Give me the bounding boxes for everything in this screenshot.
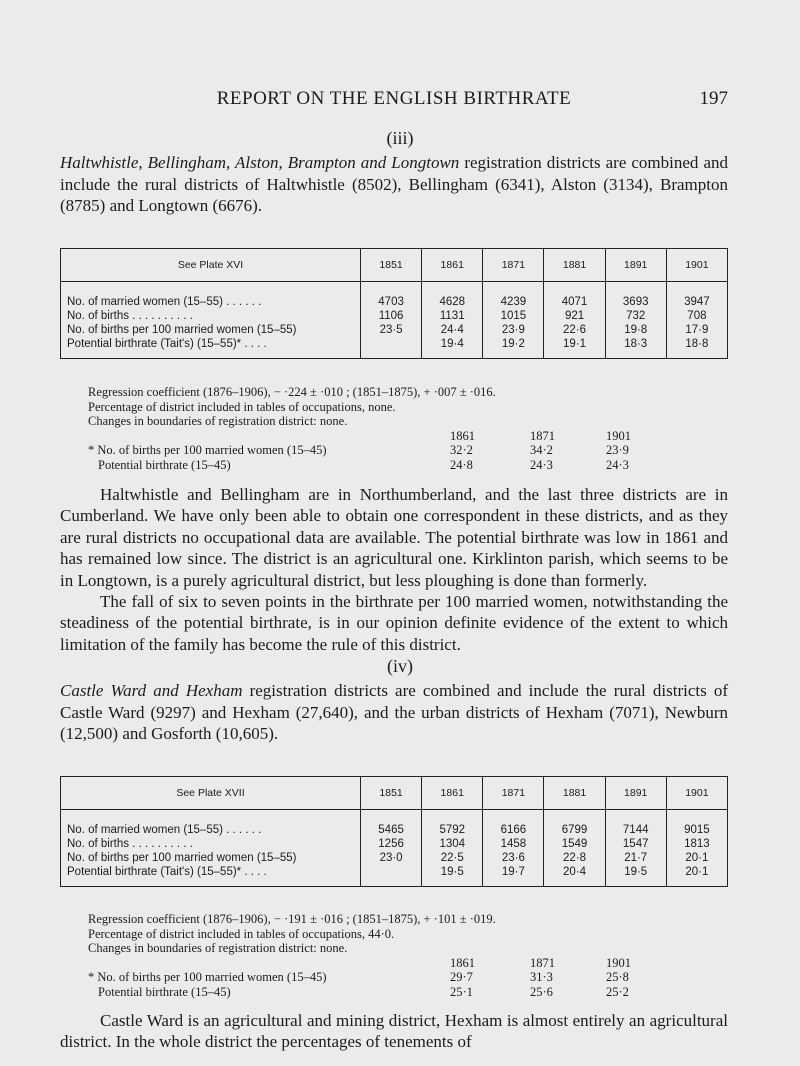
cell-value bbox=[361, 337, 422, 359]
plate-reference: See Plate XVII bbox=[61, 777, 361, 810]
cell-value: 1106 bbox=[361, 309, 422, 323]
cell-value: 5465 bbox=[361, 810, 422, 838]
section-iv-notes bbox=[88, 912, 728, 1000]
cell-value: 20·1 bbox=[666, 851, 727, 865]
cell-value: 1304 bbox=[422, 837, 483, 851]
subtable-value: 31·3 bbox=[530, 970, 553, 985]
regression-note: Regression coefficient (1876–1906), − ·224 ± ·010 ; (1851–1875), + ·007 ± ·016. bbox=[88, 385, 496, 399]
cell-value: 1131 bbox=[422, 309, 483, 323]
cell-value: 9015 bbox=[666, 810, 727, 838]
subtable-value: 25·2 bbox=[606, 984, 629, 999]
subtable-label: * No. of births per 100 married women (15–45) bbox=[88, 970, 327, 985]
subtable-label: Potential birthrate (15–45) bbox=[98, 457, 231, 472]
cell-value: 21·7 bbox=[605, 851, 666, 865]
cell-value: 18·3 bbox=[605, 337, 666, 359]
table-row bbox=[61, 323, 728, 337]
cell-value: 1549 bbox=[544, 837, 605, 851]
cell-value: 22·8 bbox=[544, 851, 605, 865]
table-row bbox=[61, 851, 728, 865]
section-number-iv: (iv) bbox=[387, 656, 413, 676]
subtable-row bbox=[88, 443, 728, 458]
cell-value: 20·4 bbox=[544, 865, 605, 887]
subtable-value: 34·2 bbox=[530, 443, 553, 458]
occupations-note: Percentage of district included in tables of occupations, none. bbox=[88, 399, 396, 414]
cell-value: 4071 bbox=[544, 282, 605, 310]
year-header: 1901 bbox=[666, 249, 727, 282]
table-row bbox=[61, 865, 728, 887]
year-header: 1881 bbox=[544, 249, 605, 282]
cell-value: 1547 bbox=[605, 837, 666, 851]
cell-value: 19·5 bbox=[605, 865, 666, 887]
row-label: No. of births per 100 married women (15–55) bbox=[61, 851, 361, 865]
row-label: Potential birthrate (Tait's) (15–55)* . . . . bbox=[61, 337, 361, 359]
year-header: 1891 bbox=[605, 249, 666, 282]
cell-value bbox=[361, 865, 422, 887]
subtable-value: 24·3 bbox=[606, 457, 629, 472]
cell-value: 19·7 bbox=[483, 865, 544, 887]
paragraph: Haltwhistle and Bellingham are in Northumberland, and the last three districts are in Cumberland. We have only been able to obtain one correspondent in these districts, and as they are rural districts no occupational data are available. The potential birthrate was low in 1861 and has remained low since. The district is an agricultural one. Kirklinton parish, which seems to be in Longtown, is a purely agricultural district, but less ploughing is done than formerly. bbox=[60, 485, 728, 590]
subtable-row bbox=[88, 458, 728, 473]
table-section-iv bbox=[60, 776, 728, 887]
subtable-row bbox=[88, 970, 728, 985]
subtable-value: 32·2 bbox=[450, 443, 473, 458]
subtable-value: 25·8 bbox=[606, 970, 629, 985]
table-row bbox=[61, 337, 728, 359]
cell-value: 1015 bbox=[483, 309, 544, 323]
cell-value: 17·9 bbox=[666, 323, 727, 337]
cell-value: 23·9 bbox=[483, 323, 544, 337]
page-number: 197 bbox=[699, 88, 728, 109]
running-title: REPORT ON THE ENGLISH BIRTHRATE bbox=[216, 88, 572, 109]
subtable-year: 1901 bbox=[606, 955, 631, 970]
intro-text: registration districts are combined and include the rural districts of Haltwhistle (8502), Bellingham (6341), Alston (3134), Brampton (8785) and Longtown (6676). bbox=[60, 153, 728, 215]
cell-value: 23·6 bbox=[483, 851, 544, 865]
table-header-row bbox=[61, 777, 728, 810]
cell-value: 23·0 bbox=[361, 851, 422, 865]
cell-value: 20·1 bbox=[666, 865, 727, 887]
year-header: 1881 bbox=[544, 777, 605, 810]
cell-value: 708 bbox=[666, 309, 727, 323]
cell-value: 921 bbox=[544, 309, 605, 323]
cell-value: 19·8 bbox=[605, 323, 666, 337]
intro-text: registration districts are combined and include the rural districts of Castle Ward (9297) and Hexham (27,640), and the urban districts of Hexham (7071), Newburn (12,500) and Gosforth (10,605). bbox=[60, 681, 728, 743]
section-iv-discussion bbox=[60, 1010, 728, 1053]
cell-value: 19·4 bbox=[422, 337, 483, 359]
row-label: No. of births per 100 married women (15–55) bbox=[61, 323, 361, 337]
year-header: 1871 bbox=[483, 249, 544, 282]
subtable-header bbox=[88, 956, 728, 971]
cell-value: 4703 bbox=[361, 282, 422, 310]
cell-value: 6166 bbox=[483, 810, 544, 838]
year-header: 1851 bbox=[361, 777, 422, 810]
subtable-label: Potential birthrate (15–45) bbox=[98, 984, 231, 999]
subtable-value: 23·9 bbox=[606, 443, 629, 458]
subtable-label: * No. of births per 100 married women (15–45) bbox=[88, 443, 327, 458]
cell-value: 23·5 bbox=[361, 323, 422, 337]
year-header: 1901 bbox=[666, 777, 727, 810]
section-iv-intro bbox=[60, 680, 728, 745]
year-header: 1861 bbox=[422, 249, 483, 282]
subtable-row bbox=[88, 985, 728, 1000]
cell-value: 6799 bbox=[544, 810, 605, 838]
district-names: Haltwhistle, Bellingham, Alston, Brampton and Longtown bbox=[60, 153, 460, 172]
subtable-year: 1861 bbox=[450, 428, 475, 443]
subtable-year: 1901 bbox=[606, 428, 631, 443]
subtable-header bbox=[88, 429, 728, 444]
paragraph: Castle Ward is an agricultural and mining district, Hexham is almost entirely an agricultural district. In the whole district the percentages of tenements of bbox=[60, 1011, 728, 1052]
cell-value: 24·4 bbox=[422, 323, 483, 337]
cell-value: 22·6 bbox=[544, 323, 605, 337]
cell-value: 19·2 bbox=[483, 337, 544, 359]
subtable-value: 25·6 bbox=[530, 984, 553, 999]
year-header: 1871 bbox=[483, 777, 544, 810]
section-iii-intro bbox=[60, 152, 728, 217]
subtable-year: 1871 bbox=[530, 428, 555, 443]
subtable-year: 1871 bbox=[530, 955, 555, 970]
row-label: No. of births . . . . . . . . . . bbox=[61, 309, 361, 323]
subtable-value: 24·3 bbox=[530, 457, 553, 472]
subtable-value: 29·7 bbox=[450, 970, 473, 985]
row-label: No. of married women (15–55) . . . . . . bbox=[61, 810, 361, 838]
cell-value: 5792 bbox=[422, 810, 483, 838]
cell-value: 19·1 bbox=[544, 337, 605, 359]
row-label: No. of births . . . . . . . . . . bbox=[61, 837, 361, 851]
subtable-value: 25·1 bbox=[450, 984, 473, 999]
district-names: Castle Ward and Hexham bbox=[60, 681, 243, 700]
row-label: Potential birthrate (Tait's) (15–55)* . . . . bbox=[61, 865, 361, 887]
table-row bbox=[61, 309, 728, 323]
cell-value: 7144 bbox=[605, 810, 666, 838]
regression-note: Regression coefficient (1876–1906), − ·191 ± ·016 ; (1851–1875), + ·101 ± ·019. bbox=[88, 912, 496, 926]
cell-value: 732 bbox=[605, 309, 666, 323]
cell-value: 3693 bbox=[605, 282, 666, 310]
cell-value: 19·5 bbox=[422, 865, 483, 887]
cell-value: 22·5 bbox=[422, 851, 483, 865]
section-number-iii: (iii) bbox=[386, 128, 414, 148]
cell-value: 4239 bbox=[483, 282, 544, 310]
cell-value: 3947 bbox=[666, 282, 727, 310]
occupations-note: Percentage of district included in tables of occupations, 44·0. bbox=[88, 926, 395, 941]
boundaries-note: Changes in boundaries of registration district: none. bbox=[88, 941, 348, 956]
section-iii-discussion bbox=[60, 484, 728, 655]
year-header: 1851 bbox=[361, 249, 422, 282]
cell-value: 1256 bbox=[361, 837, 422, 851]
subtable-value: 24·8 bbox=[450, 457, 473, 472]
row-label: No. of married women (15–55) . . . . . . bbox=[61, 282, 361, 310]
cell-value: 1813 bbox=[666, 837, 727, 851]
table-row bbox=[61, 837, 728, 851]
table-row bbox=[61, 810, 728, 838]
subtable-year: 1861 bbox=[450, 955, 475, 970]
cell-value: 18·8 bbox=[666, 337, 727, 359]
paragraph: The fall of six to seven points in the birthrate per 100 married women, notwithstanding the steadiness of the potential birthrate, is in our opinion definite evidence of the extent to which limitation of the family has become the rule of this district. bbox=[60, 592, 728, 654]
page-header bbox=[60, 88, 728, 118]
table-section-iii bbox=[60, 248, 728, 359]
cell-value: 4628 bbox=[422, 282, 483, 310]
cell-value: 1458 bbox=[483, 837, 544, 851]
boundaries-note: Changes in boundaries of registration district: none. bbox=[88, 414, 348, 429]
year-header: 1861 bbox=[422, 777, 483, 810]
year-header: 1891 bbox=[605, 777, 666, 810]
table-row bbox=[61, 282, 728, 310]
section-iii-notes bbox=[88, 385, 728, 473]
table-header-row bbox=[61, 249, 728, 282]
plate-reference: See Plate XVI bbox=[61, 249, 361, 282]
